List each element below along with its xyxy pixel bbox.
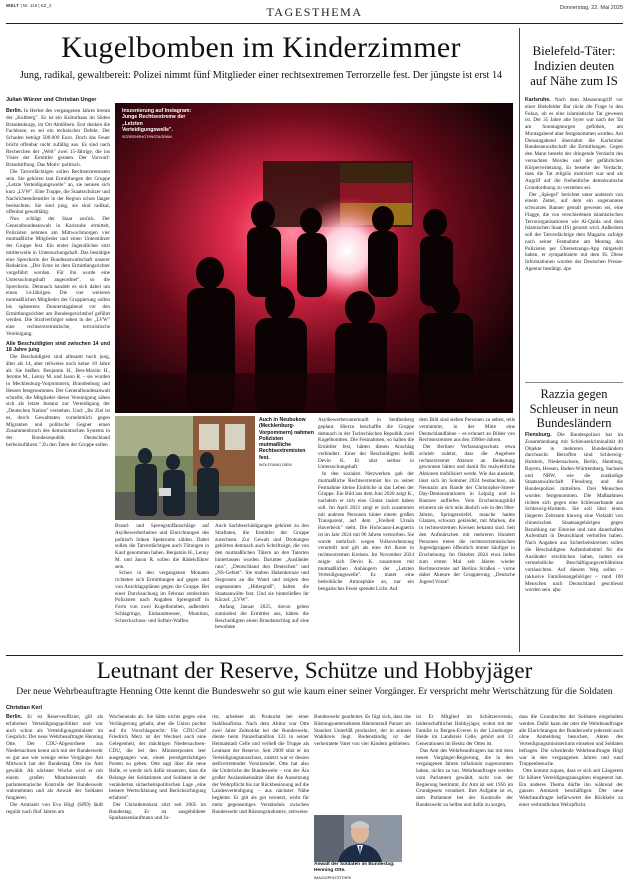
article2-column-2: Wochenende ab. Sie hätte nichts gegen eine Verlängerung gehabt, aber die Union pochte auf ihr Vorschlagsrecht: Für CDU-Chef Friedrich Merz ist der Wechsel auch eine Gelegenheit, der mächtigen Niedersachsen-CDU, die bei den Ministerposten leer ausgegangen war, einen prestigeträchtigen Posten zu geben. Otte sagt über die neue Rolle, er werde sich dafür einsetzen, dass die Belange der Soldatinnen und Soldaten in der veränderten sicherheitspolitischen Lage „eine bessere Wertschätzung und Berücksichtigung erfahren". Der Christdemokrat sitzt seit 2005 im Bundestag. Er ist ausgebildeter Sparkassenkaufmann und Ju- bbox=[109, 714, 206, 822]
article1-column-1: Berlin. In Herbst des vergangenen Jahres brennt der „Kultberg". Es ist ein Kulturhaus im Süden Brandenburgs, im Ort Altdöbern. Erst denken die Fachleute, es sei ein technischer Defekt. Der Schaden beträgt 500.000 Euro. Doch das Feuer bricht offenbar nicht zufällig aus. Es sind nach Recherchen der „Welt" zwei 15-Jährige, die ins Visier der Ermittler geraten. Der Vorwurf: Brandstiftung. Das Motiv: politisch. Die Tatverdächtigen sollen Rechtsextremisten sein. Sie gehören laut Ermittlungen der Gruppe „Letzte Verteidigungswelle" an, sie nennen sich kurz „LVW". Eine Truppe, die Staatsschützer und Nachrichtendienstler in der Region schon länger beobachten. Sie sind jung, sie sind radikal, offenbar gewalttätig. Nun schlägt der Staat zurück. Der Generalbundesanwalt in Karlsruhe ermittelt, Polizisten nehmen am Mittwochmorgen vier mutmaßliche Mitglieder und einen Unterstützer der Gruppe fest. Ein erster Jugendlicher sitzt mittlerweile in Untersuchungshaft. Das bestätigte eine Sprecherin der Bundesanwaltschaft unserer Redaktion. „Der Erste ist dem Ermittlungsrichter vorgeführt worden. Für ihn wurde eine Untersuchungshaft angeordnet", so die Sprecherin. Demnach handelt es sich dabei um einen 14-Jährigen. Die vier weiteren mutmaßlichen Mitglieder der Gruppierung sollen bis spätestens Donnerstagabend vor den Ermittlungsrichter am Bundesgerichtshof geführt werden. Die Strafverfolger sehen in der „LVW" eine rechtsextremistische, terroristische Vereinigung. Alle Beschuldigten sind zwischen 14 und 18 Jahre jung Die Beschuldigten sind allesamt noch jung, älter als 14, aber teilweise noch keine 18 Jahre alt. Sie heißen: Benjamin H., Ben-Maxim H., Jerome M., Lenny M. und Jason R. – sie wurden in Mecklenburg-Vorpommern, Brandenburg und Hessen festgenommen. Der Generalbundesanwalt schreibt, die Mitglieder dieser Vereinigung sähen sich als letzte Instanz zur Verteidigung der „Deutschen Nation" verstehen. Und: „Ihr Ziel ist es, durch Gewalttaten vornehmlich gegen Migranten und politische Gegner einen Zusammenbruch des demokratischen Systems in der Bundesrepublik Deutschland herbeizuführen." Zu den Taten der Gruppe sollen bbox=[6, 108, 110, 448]
police-photo-caption: Auch in Neubukow (Mecklenburg-Vorpommern) nahmen Polizisten mutmaßliche Rechtsextremisten fest. WOLFGANG DIEM bbox=[259, 417, 314, 468]
brand-logo: WELT bbox=[6, 3, 20, 8]
sidebar-title-1: Bielefeld-Täter: Indizien deuten auf Nähe zum IS bbox=[530, 43, 618, 88]
subheading: Alle Beschuldigten sind zwischen 14 und 18 Jahre jung bbox=[6, 340, 110, 354]
article1-column-3: Auch Sachbeschädigungen gehören zu den Straftaten, die Ermittler der Gruppe zurechnen. Zur Gewalt und Drohungen gehörten demnach auch Schriftzüge, die von den mutmaßlichen Tätern an den Tatorten hinterlassen wurden. Darunter „Ausländer raus", „Deutschland den Deutschen" und „NS-Gebiet". Sie malten Hakenkreuze und Siegrunen an die Wand und zeigten den sogenannten „Hitlergruß", halten die Staatsanwälte fest. Und sie hinterließen ihr Kürzel: „LVW". Anfang Januar 2025, davon gehen zumindest die Ermittler aus, hätten die Beschuldigten einen Brandanschlag auf eine bewohnte bbox=[215, 523, 309, 631]
article1-column-5: dem Bild sind sieben Personen zu sehen, teils vermummt, in der Mitte eine Deutschlandfahne – es erinnert an Bilder von Rechtsextremen aus den 1990er-Jahren. Der Berliner Verfassungsschutz etwa schrieb zuletzt, dass die Angebote rechtsextremer Akteure an Bedeutung gewonnen hätten und damit für realweltliche Aktionen mobilisiert werde. Wie das aussieht, lässt sich im Sommer 2024 beobachten, als Neonazis am Rande der Christopher-Street-Day-Demonstrationen in Leipzig und in Bautzen aufliefen. Vom Erscheinungsbild erinnern sie sich teils ähnlich wie in den 90er-Jahren, Springerstiefel, manche hatten Glatzen, schwarz gekleidet, mit Marken, die in rechtsextremen Kreisen bekannt sind. Seit den Aufmärschen mit mehreren Hundert Personen treten die rechtsextremistischen Jugendgruppen öffentlich immer häufiger in Erscheinung. Im Oktober 2024 etwa liefen zum ersten Mal seit Jahren wieder Rechtsextreme auf Berlins Straßen – vorne dabei Akteure der Gruppierung „Deutsche Jugend Voran". bbox=[419, 417, 515, 585]
sidebar-divider bbox=[519, 28, 520, 652]
article2-title: Leutnant der Reserve, Schütze und Hobbyjäger bbox=[96, 658, 533, 683]
section-label: TAGESTHEMA bbox=[266, 5, 363, 19]
dateline: Donnerstag, 22. Mai 2025 bbox=[559, 5, 623, 11]
otte-photo bbox=[314, 815, 402, 862]
police-photo bbox=[115, 416, 255, 520]
photo-credit: WOLFGANG DIEM bbox=[259, 463, 292, 468]
main-photo bbox=[115, 103, 513, 413]
sidebar-rule bbox=[525, 382, 623, 383]
article1-subtitle: Jung, radikal, gewaltbereit: Polizei nimmt fünf Mitglieder einer rechtsextremen Terrorzelle fest. Der jüngste ist erst 14 bbox=[19, 70, 503, 81]
arrest-scene-image bbox=[115, 416, 255, 520]
sidebar-text-1: Karlsruhe. Nach dem Messerangriff vor einer Bielefelder Bar rückt die Frage in den Fokus, ob es eine islamistische Tat gewesen ist. Der 35 Jahre alte Syrer war nach der Tat am Sonntagmorgen geflohen, am Montagabend aber festgenommen worden. Am Dienstagabend übernahm die Karlsruher Bundesanwaltschaft die Ermittlungen. Gegen den Mann besteht der dringende Verdacht des versuchten Mordes und der gefährlichen Körperverletzung. Es bestehe der Verdacht, dass die Tat religiös motiviert war und als Angriff auf die freiheitliche demokratische Grundordnung zu verstehen sei. Der „Spiegel" berichtet unter anderem von einem Zettel, auf dem ein sogenanntes schwarzes Banner gemalt gewesen sei, eine Flagge, die von verschiedenen islamistischen Terrororganisationen wie Al-Qaida und dem Islamischen Staat (IS) genutzt wird. Außerdem soll der Tatverdächtige dem Magazin zufolge nach seiner Festnahme am Montag den Polizisten per Übersetzungs-App mitgeteilt haben, er sympathisiere mit dem IS. Diese Informationen wurden der Deutschen Presse-Agentur bestätigt. dpa bbox=[525, 97, 624, 272]
article2-byline: Christian Kerl bbox=[6, 705, 43, 711]
top-rule bbox=[6, 23, 623, 24]
main-photo-caption: Inszenierung auf Instagram: Junge Rechtsextreme der „Letzten Verteidigungswelle". SCREENSHOT/INSTAGRAM bbox=[122, 108, 192, 140]
article2-rule bbox=[6, 655, 623, 656]
article2-subtitle: Der neue Wehrbeauftragte Henning Otte kennt die Bundeswehr so gut wie kaum einer seiner Vorgänger. Er verspricht mehr Wertschätzung für die Soldaten bbox=[16, 686, 613, 697]
article2-column-1: Berlin. Er ist Reserveoffizier, gilt als erfahrener Verteidigungspolitiker und war auch schon als Verteidigungsminister im Gespräch: Der neue Wehrbeauftragte Henning Otte. Der CDU-Abgeordnete aus Niedersachsen kennt sich mit der Bundeswehr so gut aus wie wenige seine Vorgänger. Am Mittwoch hat der Bundestag Otte ins Amt gewählt. Ab nächster Woche wird er mit einem großen Mitarbeiterstab die parlamentarische Kontrolle der Bundeswehr wahrnehmen und als Anwalt der Soldaten fungieren. Die Amtszeit von Eva Högl (SPD) läuft regulär nach fünf Jahren am bbox=[6, 714, 103, 815]
article2-column-3b: Bundeswehr gearbeitet. Es fügt sich, dass das Rüstungsunternehmen Rheinmetall Panzer am Standort Unterlüß produziert, der in seinem Wahlkreis liegt. Bodenständig ist der verheiratete Vater von vier Kindern geblieben: bbox=[314, 714, 411, 747]
sidebar-title-2: Razzia gegen Schleuser in neun Bundesländern bbox=[529, 387, 619, 430]
article2-column-5: dass die Grundrechte der Soldaten eingehalten werden. Dafür kann der oder die Wehrbeauftragte alle Einrichtungen der Bundeswehr jederzeit auch ohne Anmeldung besuchen, Akten des Verteidigungsministeriums einsehen und Soldaten befragen. Die scheidende Wehrbeauftragte Högl war in den vergangenen Jahren und rund Truppenbesuche. Otte kommt zupass, dass er sich seit Längerem für höhere Verteidigungsausgaben eingesetzt hat. Ein anderes Thema dürfte ihn während der ganzen Amtszeit beschäftigen: Der neue Wehrbeauftragte befürwortet die Rückkehr zu einer verbindlichen Wehrpflicht. bbox=[519, 714, 623, 808]
article2-column-4: ist Er Mitglied im Schützenverein, leidenschaftlicher Hobbyjäger, wohnt mit der Familie in Bergen-Everen in der Lüneburger Heide im Landkreis Celle, gehört seit 13 Generationen im Besitz der Ottes ist. Das Amt des Wehrbeauftragten hat mit dem neuen Vorgänger-Regierung, die in den vergangenen Jahren inflationär zugenommen haben, nichts zu tun. Wehrbeauftragte werden vom Parlament gewählt, nicht von der Regierung bestimmt, ihr Amt ist seit 1956 im Grundgesetz verankert. Ihre Aufgabe ist es, dem Parlament bei der Kontrolle der Bundeswehr zu helfen und dafür zu sorgen, bbox=[416, 714, 513, 808]
sidebar-text-2: Flensburg. Die Bundespolizei hat im Zusammenhang mit Schleuserkriminalität 40 Objekte in mehreren Bundesländern durchsucht. Betroffen sind Schleswig-Holstein, Niedersachsen, Berlin, Hamburg, Bayern, Hessen, Baden-Württemberg, Sachsen und NRW, wie die zuständige Staatsanwaltschaft Flensburg und die Bundespolizei mitteilten. Drei Menschen wurden festgenommen. Die Maßnahmen richten sich gegen eine Schleuserbande aus Schleswig-Holstein. Sie soll über einen längeren Zeitraum hinweg eine Vielzahl von chinesischen Staatsangehörigen gegen Bezahlung zur Einreise und zum dauerhaften Aufenthalt in Deutschland verholfen haben. Nach Angaben aus Sicherheitskreisen sollen die Beschuldigten Aufenthaltstitel für die Ausländer erschlichen haben, indem sie vermeintliche Beschäftigungsverhältnisse vortäuschten. Auf diesem Weg sollen – inklusive Familienangehöriger – rund 100 Menschen nach Deutschland geschleust worden sein. dpa bbox=[525, 432, 623, 594]
photo-credit: SCREENSHOT/INSTAGRAM bbox=[122, 135, 172, 140]
article1-column-4: Asylbewerberunterkunft in Senftenberg geplant. Hierzu beschaffte die Gruppe demnach in der Tschechischen Republik zwei Kugelbomben. Die Festnahmen, so halten die Ermittler fest, hätten diesen Anschlag verhindert. Einer der Beschuldigten heißt Devin K. Er sitzt seither in Untersuchungshaft. In den sozialen Netzwerken gab der mutmaßliche Rechtsextremist bis zu seiner Festnahme kleine Einblicke in das Leben der Gruppe. Ein Bild aus dem Juni 2020 zeigt K., nachdem er sich eine Glatze rasiert haben soll. Im April 2021 zeigt er sich zusammen mit anderen Personen hinter einem großen Transparent, auf dem „Freiheit Ursula Haverbeck" steht. Die Holocaust-Leugnerin ist im Jahr 2024 mit 96 Jahren verstorben. Sie wurde mehrfach wegen Volksverhetzung verurteilt und gilt als eine Art Ikone in rechtsextremen Kreisen. Im November 2024 zeigte sich Devin K. zusammen mit mutmaßlichen Anhängern der „Letzten Verteidigungswelle". Es mutet eine bedrohliche Atmosphäre an, nur ein bengalisches Feuer spendet Licht. Auf bbox=[318, 417, 414, 592]
portrait-image bbox=[314, 815, 402, 862]
article1-byline: Julian Würzer und Christian Unger bbox=[6, 97, 97, 103]
article1-title: Kugelbomben im Kinderzimmer bbox=[61, 31, 461, 64]
photo-credit: IMAGO/PHOTOTHEK bbox=[314, 876, 352, 880]
article2-column-3: rist, arbeitete als Prokurist bei einer Stahlbaufirma. Nach dem Abitur war Otte zwei Jahre Zeitsoldat bei der Bundeswehr, diente beim Panzerbataillon 333 in seiner Heimatstadt Celle und verließ die Truppe als Leutnant der Reserve. Seit 2009 sitzt er im Verteidigungsausschuss, zuletzt war er dessen stellvertretender Vorsitzender. Otte hat also die Umbrüche der Bundeswehr – von der Ära großer Auslandseinsätze über die Aussetzung der Wehrpflicht bis zur Rückbesinnung auf die Landesverteidigung – aus nächster Nähe begleitet. Er gilt als gut vernetzt, wirbt für mehr gegenseitiges Verständnis zwischen Bundeswehr und Rüstungsindustrie, zeitweise bbox=[212, 714, 309, 815]
dateline-lead: Berlin. bbox=[6, 108, 23, 114]
issue-meta: | Nr. 118 | KZ_2 bbox=[20, 3, 52, 8]
otte-photo-caption: Anwalt der Soldaten im Bundestag: Henning Otte. IMAGO/PHOTOTHEK bbox=[314, 862, 414, 881]
flare-scene-image bbox=[115, 103, 513, 413]
article1-column-2: Brand- und Sprengstoffanschläge auf Asylbewerberheime und Einrichtungen des politisch linken Spektrums zählen. Dabei sollen die Tatverdächtigen auch Tötungen in Kauf genommen haben. Benjamin H., Lenny M. und Jason R. sollen die Rädelsführer sein. Schon in den vergangenen Monaten richteten sich Ermittlungen auf gegen und von Anschlagsplänen gegen die Gruppe. Bei einer Durchsuchung im Februar entdeckten Polizisten nach Angaben Sprengstoff in Form von zwei Kugelbomben, außerdem Schlagringe, Einhandmesser, Munition, Schreckschuss- und Softair-Waffen. bbox=[115, 523, 209, 624]
